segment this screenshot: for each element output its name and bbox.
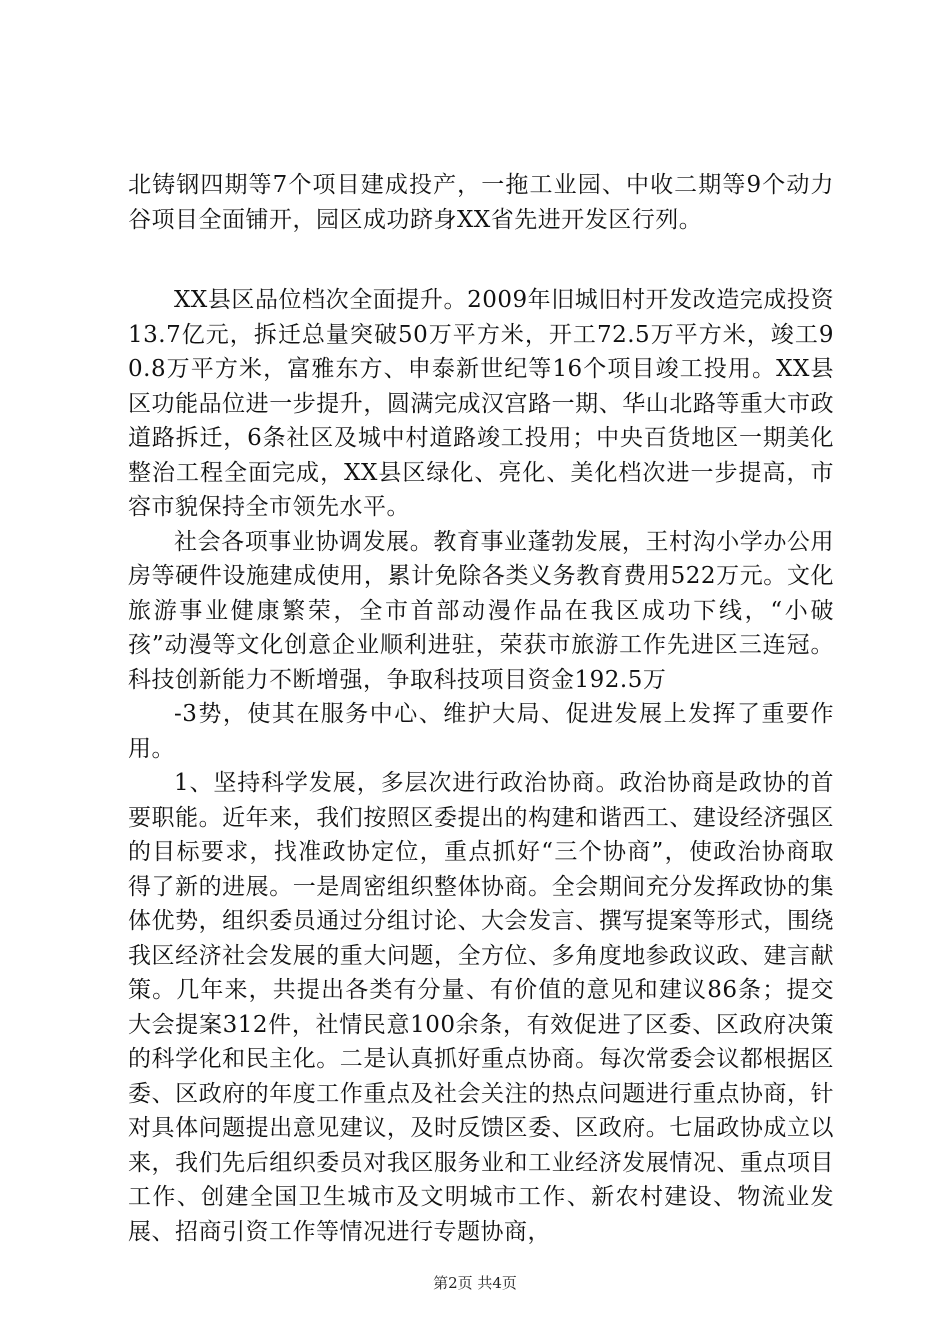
paragraph-4: -3势，使其在服务中心、维护大局、促进发展上发挥了重要作用。 (128, 701, 834, 762)
paragraph-1: 北铸钢四期等7个项目建成投产，一拖工业园、中收二期等9个动力谷项目全面铺开，园区成功跻身XX省先进开发区行列。 (128, 172, 834, 233)
document-body (128, 168, 834, 1249)
paragraph-3: 社会各项事业协调发展。教育事业蓬勃发展，王村沟小学办公用房等硬件设施建成使用，累计免除各类义务教育费用522万元。文化旅游事业健康繁荣，全市首部动漫作品在我区成功下线，“小破孩”动漫等文化创意企业顺利进驻，荣获市旅游工作先进区三连冠。科技创新能力不断增强，争取科技项目资金192.5万 (128, 528, 834, 693)
page-footer: 第2页 共4页 (433, 1274, 517, 1292)
paragraph-2: XX县区品位档次全面提升。2009年旧城旧村开发改造完成投资13.7亿元，拆迁总量突破50万平方米，开工72.5万平方米，竣工90.8万平方米，富雅东方、申泰新世纪等16个项目竣工投用。XX县区功能品位进一步提升，圆满完成汉宫路一期、华山北路等重大市政道路拆迁，6条社区及城中村道路竣工投用；中央百货地区一期美化整治工程全面完成，XX县区绿化、亮化、美化档次进一步提高，市容市貌保持全市领先水平。 (128, 287, 834, 520)
paragraph-5: 1、坚持科学发展，多层次进行政治协商。政治协商是政协的首要职能。近年来，我们按照区委提出的构建和谐西工、建设经济强区的目标要求，找准政协定位，重点抓好“三个协商”，使政治协商取得了新的进展。一是周密组织整体协商。全会期间充分发挥政协的集体优势，组织委员通过分组讨论、大会发言、撰写提案等形式，围绕我区经济社会发展的重大问题，全方位、多角度地参政议政、建言献策。几年来，共提出各类有分量、有价值的意见和建议86条；提交大会提案312件，社情民意100余条，有效促进了区委、区政府决策的科学化和民主化。二是认真抓好重点协商。每次常委会议都根据区委、区政府的年度工作重点及社会关注的热点问题进行重点协商，针对具体问题提出意见建议，及时反馈区委、区政府。七届政协成立以来，我们先后组织委员对我区服务业和工业经济发展情况、重点项目工作、创建全国卫生城市及文明城市工作、新农村建设、物流业发展、招商引资工作等情况进行专题协商， (128, 770, 834, 1245)
